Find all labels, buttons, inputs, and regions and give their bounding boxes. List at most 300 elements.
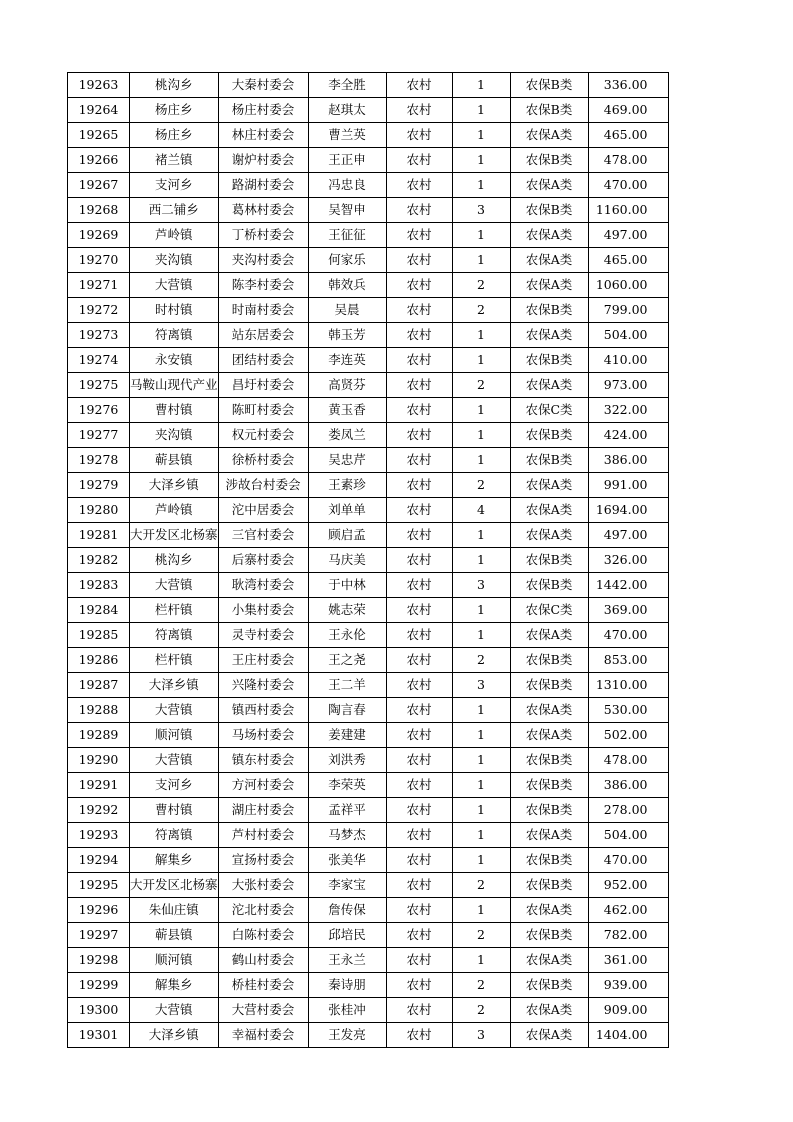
table-row	[68, 648, 669, 673]
amount-cell: 1694.00	[588, 498, 668, 523]
record-id-cell: 19271	[68, 273, 130, 298]
insurance-category-cell: 农保A类	[510, 948, 588, 973]
insurance-category-cell: 农保A类	[510, 898, 588, 923]
table-row	[68, 323, 669, 348]
village-committee-cell: 涉故台村委会	[218, 473, 308, 498]
table-row	[68, 123, 669, 148]
table-row	[68, 548, 669, 573]
insurance-category-cell: 农保A类	[510, 248, 588, 273]
insurance-category-cell: 农保B类	[510, 548, 588, 573]
record-id-cell: 19293	[68, 823, 130, 848]
insurance-category-cell: 农保A类	[510, 998, 588, 1023]
village-committee-cell: 沱中居委会	[218, 498, 308, 523]
table-row	[68, 273, 669, 298]
table-row	[68, 148, 669, 173]
household-type-cell: 农村	[386, 223, 452, 248]
table-row	[68, 298, 669, 323]
village-committee-cell: 芦村村委会	[218, 823, 308, 848]
household-type-cell: 农村	[386, 148, 452, 173]
village-committee-cell: 杨庄村委会	[218, 98, 308, 123]
name-cell: 刘洪秀	[308, 748, 386, 773]
township-cell: 桃沟乡	[130, 73, 219, 98]
household-type-cell: 农村	[386, 398, 452, 423]
township-cell: 大泽乡镇	[130, 673, 219, 698]
household-type-cell: 农村	[386, 648, 452, 673]
person-count-cell: 2	[452, 473, 510, 498]
village-committee-cell: 林庄村委会	[218, 123, 308, 148]
table-row	[68, 798, 669, 823]
township-cell: 符离镇	[130, 823, 219, 848]
household-type-cell: 农村	[386, 598, 452, 623]
person-count-cell: 1	[452, 148, 510, 173]
household-type-cell: 农村	[386, 423, 452, 448]
person-count-cell: 1	[452, 248, 510, 273]
household-type-cell: 农村	[386, 323, 452, 348]
person-count-cell: 1	[452, 548, 510, 573]
township-cell: 大营镇	[130, 573, 219, 598]
name-cell: 黄玉香	[308, 398, 386, 423]
name-cell: 高贤芬	[308, 373, 386, 398]
record-id-cell: 19266	[68, 148, 130, 173]
amount-cell: 939.00	[588, 973, 668, 998]
record-id-cell: 19277	[68, 423, 130, 448]
household-type-cell: 农村	[386, 523, 452, 548]
township-cell: 大开发区北杨寨	[130, 873, 219, 898]
table-row	[68, 448, 669, 473]
insurance-category-cell: 农保A类	[510, 498, 588, 523]
household-type-cell: 农村	[386, 923, 452, 948]
township-cell: 符离镇	[130, 323, 219, 348]
record-id-cell: 19298	[68, 948, 130, 973]
record-id-cell: 19274	[68, 348, 130, 373]
record-id-cell: 19268	[68, 198, 130, 223]
person-count-cell: 1	[452, 423, 510, 448]
record-id-cell: 19270	[68, 248, 130, 273]
name-cell: 王素珍	[308, 473, 386, 498]
village-committee-cell: 王庄村委会	[218, 648, 308, 673]
person-count-cell: 1	[452, 798, 510, 823]
amount-cell: 470.00	[588, 848, 668, 873]
person-count-cell: 1	[452, 748, 510, 773]
amount-cell: 504.00	[588, 823, 668, 848]
insurance-category-cell: 农保A类	[510, 323, 588, 348]
insurance-category-cell: 农保B类	[510, 148, 588, 173]
insurance-category-cell: 农保B类	[510, 748, 588, 773]
village-committee-cell: 谢炉村委会	[218, 148, 308, 173]
township-cell: 蕲县镇	[130, 923, 219, 948]
name-cell: 刘单单	[308, 498, 386, 523]
record-id-cell: 19295	[68, 873, 130, 898]
name-cell: 韩玉芳	[308, 323, 386, 348]
amount-cell: 469.00	[588, 98, 668, 123]
township-cell: 大营镇	[130, 748, 219, 773]
name-cell: 马庆美	[308, 548, 386, 573]
township-cell: 顺河镇	[130, 723, 219, 748]
township-cell: 解集乡	[130, 973, 219, 998]
insurance-category-cell: 农保B类	[510, 423, 588, 448]
household-type-cell: 农村	[386, 948, 452, 973]
name-cell: 王永伦	[308, 623, 386, 648]
amount-cell: 386.00	[588, 448, 668, 473]
records-table	[67, 72, 669, 1048]
village-committee-cell: 马场村委会	[218, 723, 308, 748]
record-id-cell: 19281	[68, 523, 130, 548]
village-committee-cell: 镇东村委会	[218, 748, 308, 773]
name-cell: 李荣英	[308, 773, 386, 798]
name-cell: 张美华	[308, 848, 386, 873]
township-cell: 栏杆镇	[130, 648, 219, 673]
table-row	[68, 723, 669, 748]
village-committee-cell: 陈町村委会	[218, 398, 308, 423]
village-committee-cell: 路湖村委会	[218, 173, 308, 198]
record-id-cell: 19297	[68, 923, 130, 948]
record-id-cell: 19269	[68, 223, 130, 248]
township-cell: 蕲县镇	[130, 448, 219, 473]
name-cell: 吴晨	[308, 298, 386, 323]
name-cell: 娄凤兰	[308, 423, 386, 448]
amount-cell: 909.00	[588, 998, 668, 1023]
table-row	[68, 948, 669, 973]
household-type-cell: 农村	[386, 573, 452, 598]
amount-cell: 410.00	[588, 348, 668, 373]
person-count-cell: 1	[452, 523, 510, 548]
record-id-cell: 19272	[68, 298, 130, 323]
amount-cell: 478.00	[588, 748, 668, 773]
household-type-cell: 农村	[386, 823, 452, 848]
person-count-cell: 1	[452, 323, 510, 348]
amount-cell: 1404.00	[588, 1023, 668, 1048]
record-id-cell: 19300	[68, 998, 130, 1023]
amount-cell: 326.00	[588, 548, 668, 573]
amount-cell: 470.00	[588, 623, 668, 648]
table-row	[68, 223, 669, 248]
insurance-category-cell: 农保B类	[510, 873, 588, 898]
name-cell: 詹传保	[308, 898, 386, 923]
table-row	[68, 923, 669, 948]
township-cell: 支河乡	[130, 173, 219, 198]
record-id-cell: 19286	[68, 648, 130, 673]
table-row	[68, 773, 669, 798]
household-type-cell: 农村	[386, 448, 452, 473]
record-id-cell: 19263	[68, 73, 130, 98]
township-cell: 杨庄乡	[130, 98, 219, 123]
village-committee-cell: 桥桂村委会	[218, 973, 308, 998]
table-row	[68, 423, 669, 448]
person-count-cell: 1	[452, 848, 510, 873]
person-count-cell: 1	[452, 948, 510, 973]
person-count-cell: 2	[452, 923, 510, 948]
amount-cell: 502.00	[588, 723, 668, 748]
name-cell: 王二羊	[308, 673, 386, 698]
person-count-cell: 1	[452, 123, 510, 148]
insurance-category-cell: 农保B类	[510, 648, 588, 673]
insurance-category-cell: 农保B类	[510, 348, 588, 373]
township-cell: 朱仙庄镇	[130, 898, 219, 923]
amount-cell: 1310.00	[588, 673, 668, 698]
insurance-category-cell: 农保B类	[510, 973, 588, 998]
name-cell: 孟祥平	[308, 798, 386, 823]
amount-cell: 361.00	[588, 948, 668, 973]
insurance-category-cell: 农保A类	[510, 473, 588, 498]
village-committee-cell: 大秦村委会	[218, 73, 308, 98]
name-cell: 陶言春	[308, 698, 386, 723]
village-committee-cell: 陈李村委会	[218, 273, 308, 298]
table-row	[68, 248, 669, 273]
insurance-category-cell: 农保A类	[510, 823, 588, 848]
insurance-category-cell: 农保A类	[510, 173, 588, 198]
name-cell: 王永兰	[308, 948, 386, 973]
person-count-cell: 1	[452, 173, 510, 198]
name-cell: 王之尧	[308, 648, 386, 673]
table-row	[68, 573, 669, 598]
name-cell: 何家乐	[308, 248, 386, 273]
person-count-cell: 2	[452, 873, 510, 898]
village-committee-cell: 小集村委会	[218, 598, 308, 623]
name-cell: 于中林	[308, 573, 386, 598]
household-type-cell: 农村	[386, 623, 452, 648]
village-committee-cell: 宣扬村委会	[218, 848, 308, 873]
amount-cell: 470.00	[588, 173, 668, 198]
person-count-cell: 1	[452, 723, 510, 748]
table-row	[68, 698, 669, 723]
record-id-cell: 19290	[68, 748, 130, 773]
household-type-cell: 农村	[386, 698, 452, 723]
insurance-category-cell: 农保A类	[510, 723, 588, 748]
insurance-category-cell: 农保B类	[510, 798, 588, 823]
amount-cell: 478.00	[588, 148, 668, 173]
table-body	[68, 73, 669, 1048]
amount-cell: 504.00	[588, 323, 668, 348]
village-committee-cell: 镇西村委会	[218, 698, 308, 723]
household-type-cell: 农村	[386, 898, 452, 923]
amount-cell: 278.00	[588, 798, 668, 823]
amount-cell: 465.00	[588, 248, 668, 273]
record-id-cell: 19280	[68, 498, 130, 523]
name-cell: 秦诗朋	[308, 973, 386, 998]
township-cell: 大泽乡镇	[130, 1023, 219, 1048]
record-id-cell: 19292	[68, 798, 130, 823]
village-committee-cell: 大张村委会	[218, 873, 308, 898]
amount-cell: 853.00	[588, 648, 668, 673]
name-cell: 张桂冲	[308, 998, 386, 1023]
amount-cell: 424.00	[588, 423, 668, 448]
township-cell: 栏杆镇	[130, 598, 219, 623]
insurance-category-cell: 农保A类	[510, 273, 588, 298]
person-count-cell: 3	[452, 198, 510, 223]
village-committee-cell: 后寨村委会	[218, 548, 308, 573]
person-count-cell: 1	[452, 348, 510, 373]
amount-cell: 1160.00	[588, 198, 668, 223]
table-row	[68, 673, 669, 698]
household-type-cell: 农村	[386, 723, 452, 748]
name-cell: 李家宝	[308, 873, 386, 898]
township-cell: 大开发区北杨寨	[130, 523, 219, 548]
household-type-cell: 农村	[386, 198, 452, 223]
village-committee-cell: 灵寺村委会	[218, 623, 308, 648]
village-committee-cell: 兴隆村委会	[218, 673, 308, 698]
person-count-cell: 1	[452, 448, 510, 473]
name-cell: 李连英	[308, 348, 386, 373]
amount-cell: 782.00	[588, 923, 668, 948]
village-committee-cell: 时南村委会	[218, 298, 308, 323]
household-type-cell: 农村	[386, 873, 452, 898]
amount-cell: 322.00	[588, 398, 668, 423]
township-cell: 马鞍山现代产业	[130, 373, 219, 398]
village-committee-cell: 三官村委会	[218, 523, 308, 548]
name-cell: 赵琪太	[308, 98, 386, 123]
name-cell: 姜建建	[308, 723, 386, 748]
township-cell: 大营镇	[130, 998, 219, 1023]
amount-cell: 369.00	[588, 598, 668, 623]
village-committee-cell: 昌圩村委会	[218, 373, 308, 398]
township-cell: 曹村镇	[130, 798, 219, 823]
village-committee-cell: 湖庄村委会	[218, 798, 308, 823]
person-count-cell: 2	[452, 273, 510, 298]
name-cell: 顾启孟	[308, 523, 386, 548]
record-id-cell: 19294	[68, 848, 130, 873]
township-cell: 芦岭镇	[130, 498, 219, 523]
insurance-category-cell: 农保B类	[510, 848, 588, 873]
person-count-cell: 1	[452, 598, 510, 623]
record-id-cell: 19301	[68, 1023, 130, 1048]
township-cell: 芦岭镇	[130, 223, 219, 248]
household-type-cell: 农村	[386, 973, 452, 998]
name-cell: 冯忠良	[308, 173, 386, 198]
person-count-cell: 3	[452, 1023, 510, 1048]
township-cell: 大营镇	[130, 698, 219, 723]
table-row	[68, 898, 669, 923]
village-committee-cell: 站东居委会	[218, 323, 308, 348]
person-count-cell: 4	[452, 498, 510, 523]
amount-cell: 465.00	[588, 123, 668, 148]
person-count-cell: 1	[452, 623, 510, 648]
village-committee-cell: 葛林村委会	[218, 198, 308, 223]
name-cell: 王正申	[308, 148, 386, 173]
insurance-category-cell: 农保A类	[510, 123, 588, 148]
village-committee-cell: 大营村委会	[218, 998, 308, 1023]
record-id-cell: 19287	[68, 673, 130, 698]
insurance-category-cell: 农保B类	[510, 773, 588, 798]
amount-cell: 530.00	[588, 698, 668, 723]
person-count-cell: 2	[452, 998, 510, 1023]
amount-cell: 799.00	[588, 298, 668, 323]
household-type-cell: 农村	[386, 498, 452, 523]
name-cell: 邱培民	[308, 923, 386, 948]
village-committee-cell: 鹤山村委会	[218, 948, 308, 973]
person-count-cell: 1	[452, 698, 510, 723]
table-row	[68, 973, 669, 998]
table-row	[68, 598, 669, 623]
amount-cell: 991.00	[588, 473, 668, 498]
insurance-category-cell: 农保C类	[510, 398, 588, 423]
village-committee-cell: 徐桥村委会	[218, 448, 308, 473]
insurance-category-cell: 农保A类	[510, 373, 588, 398]
name-cell: 王发亮	[308, 1023, 386, 1048]
record-id-cell: 19284	[68, 598, 130, 623]
insurance-category-cell: 农保A类	[510, 698, 588, 723]
village-committee-cell: 白陈村委会	[218, 923, 308, 948]
insurance-category-cell: 农保A类	[510, 623, 588, 648]
person-count-cell: 2	[452, 373, 510, 398]
record-id-cell: 19273	[68, 323, 130, 348]
person-count-cell: 1	[452, 398, 510, 423]
insurance-category-cell: 农保B类	[510, 73, 588, 98]
person-count-cell: 2	[452, 648, 510, 673]
amount-cell: 497.00	[588, 223, 668, 248]
record-id-cell: 19267	[68, 173, 130, 198]
record-id-cell: 19276	[68, 398, 130, 423]
table-row	[68, 748, 669, 773]
record-id-cell: 19275	[68, 373, 130, 398]
township-cell: 时村镇	[130, 298, 219, 323]
household-type-cell: 农村	[386, 373, 452, 398]
village-committee-cell: 幸福村委会	[218, 1023, 308, 1048]
household-type-cell: 农村	[386, 73, 452, 98]
table-row	[68, 623, 669, 648]
household-type-cell: 农村	[386, 1023, 452, 1048]
person-count-cell: 3	[452, 673, 510, 698]
household-type-cell: 农村	[386, 298, 452, 323]
household-type-cell: 农村	[386, 248, 452, 273]
record-id-cell: 19289	[68, 723, 130, 748]
insurance-category-cell: 农保C类	[510, 598, 588, 623]
township-cell: 永安镇	[130, 348, 219, 373]
person-count-cell: 1	[452, 898, 510, 923]
name-cell: 曹兰英	[308, 123, 386, 148]
person-count-cell: 1	[452, 73, 510, 98]
record-id-cell: 19296	[68, 898, 130, 923]
table-row	[68, 848, 669, 873]
insurance-category-cell: 农保A类	[510, 223, 588, 248]
name-cell: 吴智申	[308, 198, 386, 223]
township-cell: 支河乡	[130, 773, 219, 798]
township-cell: 夹沟镇	[130, 423, 219, 448]
table-row	[68, 348, 669, 373]
table-row	[68, 823, 669, 848]
name-cell: 李全胜	[308, 73, 386, 98]
table-row	[68, 998, 669, 1023]
record-id-cell: 19265	[68, 123, 130, 148]
person-count-cell: 2	[452, 973, 510, 998]
name-cell: 马梦杰	[308, 823, 386, 848]
record-id-cell: 19299	[68, 973, 130, 998]
person-count-cell: 2	[452, 298, 510, 323]
person-count-cell: 1	[452, 223, 510, 248]
record-id-cell: 19283	[68, 573, 130, 598]
record-id-cell: 19278	[68, 448, 130, 473]
township-cell: 大营镇	[130, 273, 219, 298]
name-cell: 王征征	[308, 223, 386, 248]
township-cell: 符离镇	[130, 623, 219, 648]
record-id-cell: 19279	[68, 473, 130, 498]
person-count-cell: 1	[452, 98, 510, 123]
insurance-category-cell: 农保B类	[510, 673, 588, 698]
insurance-category-cell: 农保A类	[510, 1023, 588, 1048]
insurance-category-cell: 农保B类	[510, 573, 588, 598]
township-cell: 顺河镇	[130, 948, 219, 973]
record-id-cell: 19288	[68, 698, 130, 723]
insurance-category-cell: 农保B类	[510, 298, 588, 323]
household-type-cell: 农村	[386, 173, 452, 198]
village-committee-cell: 沱北村委会	[218, 898, 308, 923]
household-type-cell: 农村	[386, 673, 452, 698]
household-type-cell: 农村	[386, 548, 452, 573]
record-id-cell: 19291	[68, 773, 130, 798]
name-cell: 韩效兵	[308, 273, 386, 298]
village-committee-cell: 丁桥村委会	[218, 223, 308, 248]
amount-cell: 973.00	[588, 373, 668, 398]
table-row	[68, 398, 669, 423]
